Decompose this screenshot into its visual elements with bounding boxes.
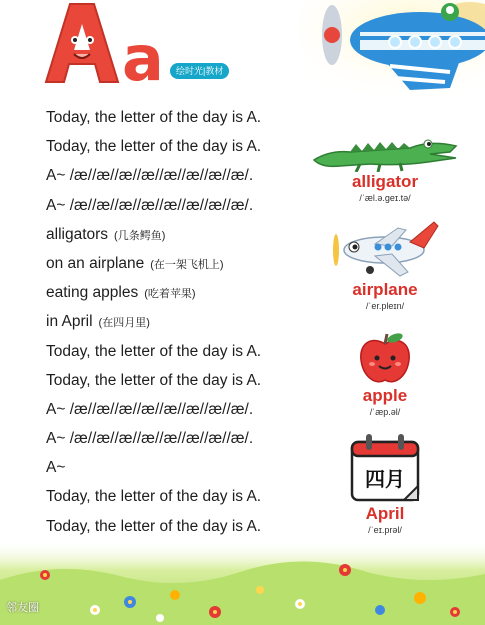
lyric-text: Today, the letter of the day is A.	[46, 488, 262, 506]
lyric-text: Today, the letter of the day is A.	[46, 138, 262, 156]
lyrics-block	[46, 103, 316, 541]
lyric-text: on an airplane	[46, 254, 145, 272]
svg-text:四月: 四月	[365, 467, 405, 491]
lyric-line	[46, 337, 316, 366]
lyric-line	[46, 132, 316, 161]
lyric-text: eating apples	[46, 284, 139, 302]
lyric-translation: (吃着苹果)	[144, 288, 196, 301]
lyric-text: Today, the letter of the day is A.	[46, 371, 262, 389]
vocab-word: apple	[362, 386, 408, 405]
airplane-icon	[330, 220, 440, 280]
vocab-word: airplane	[352, 280, 418, 299]
lyric-line	[46, 424, 316, 453]
lyric-text: A~ /æ//æ//æ//æ//æ//æ//æ//æ/.	[46, 196, 254, 214]
lyric-line	[46, 161, 316, 190]
lyric-text: A~ /æ//æ//æ//æ//æ//æ//æ//æ/.	[46, 430, 254, 448]
lyric-line	[46, 453, 316, 482]
lyric-text: A~ /æ//æ//æ//æ//æ//æ//æ//æ/.	[46, 167, 254, 185]
watermark-label: 邻友圈	[6, 602, 39, 614]
flower-meadow-illustration	[0, 540, 485, 625]
lyric-translation: (在四月里)	[98, 317, 150, 330]
publisher-tag: 绘时光|教材	[170, 63, 229, 79]
vocab-ipa: /ˈæl.ə.ɡeɪ.tə/	[359, 193, 411, 203]
lyric-line	[46, 191, 316, 220]
vocab-ipa: /ˈæp.əl/	[369, 407, 401, 417]
lyric-text: alligators	[46, 225, 109, 243]
vocab-word: April	[365, 504, 405, 523]
lyric-line	[46, 307, 316, 336]
calendar-icon	[348, 432, 422, 504]
lyric-text: in April	[46, 313, 93, 331]
lyric-line	[46, 482, 316, 511]
apple-icon	[355, 332, 415, 386]
lyric-text: Today, the letter of the day is A.	[46, 109, 262, 126]
lyric-translation: (在一架飞机上)	[150, 258, 224, 271]
alligator-icon	[310, 130, 460, 172]
lyric-line	[46, 512, 316, 541]
corner-airplane-illustration	[300, 0, 485, 95]
vocab-item-april	[300, 432, 470, 536]
lyric-line	[46, 395, 316, 424]
vocab-word: alligator	[351, 172, 419, 191]
lyric-text: A~	[46, 459, 66, 477]
vocab-ipa: /ˈer.pleɪn/	[365, 301, 405, 311]
lyric-line	[46, 103, 316, 132]
lyric-translation: (几条鳄鱼)	[114, 229, 166, 242]
lyric-text: Today, the letter of the day is A.	[46, 342, 262, 360]
big-letter-a-mascot	[44, 2, 120, 84]
lyric-line	[46, 278, 316, 307]
vocab-item-airplane	[300, 220, 470, 312]
lyric-line	[46, 220, 316, 249]
lyric-text: Today, the letter of the day is A.	[46, 517, 262, 535]
vocab-item-alligator	[300, 130, 470, 204]
lyric-line	[46, 249, 316, 278]
lyric-text: A~ /æ//æ//æ//æ//æ//æ//æ//æ/.	[46, 400, 254, 418]
small-letter-a: a	[122, 22, 164, 95]
vocab-item-apple	[300, 332, 470, 418]
vocab-ipa: /ˈeɪ.prəl/	[368, 525, 402, 535]
lyric-line	[46, 366, 316, 395]
